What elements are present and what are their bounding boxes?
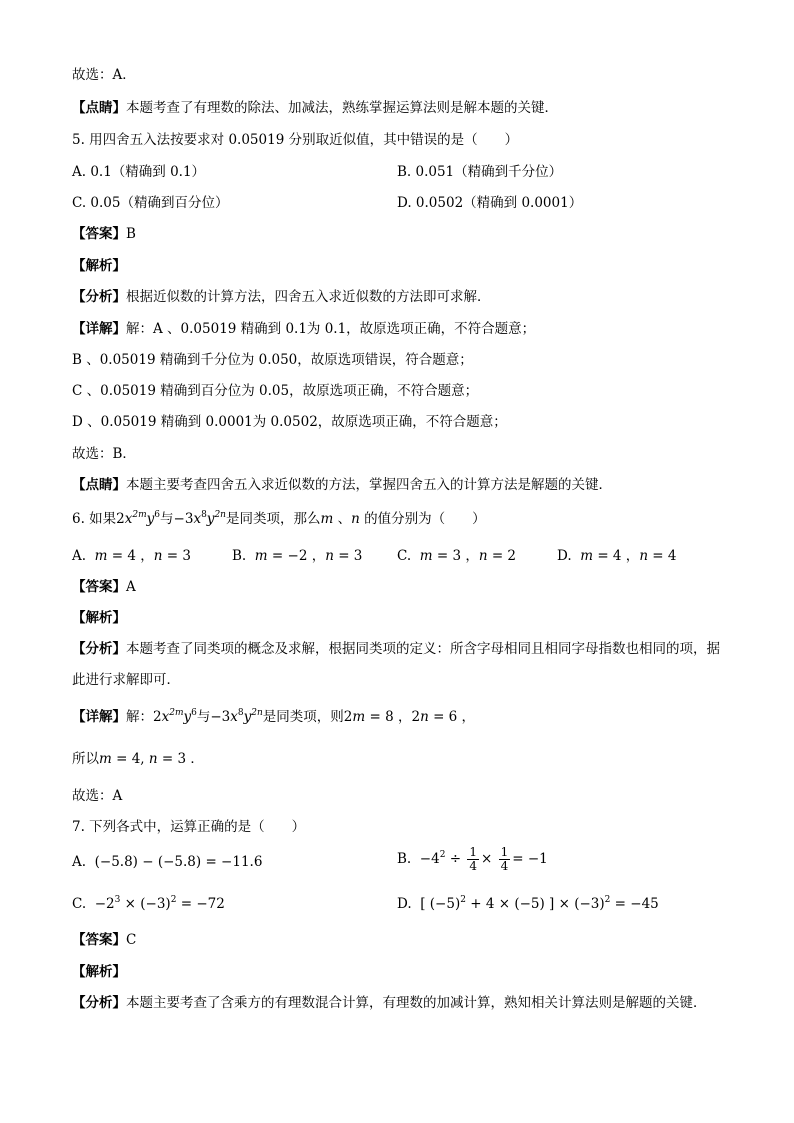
question-5: 5. 用四舍五入法按要求对 0.05019 分别取近似值，其中错误的是（ ） (72, 132, 519, 148)
q6-term-1: $2x^{2m}y^6$ (116, 510, 161, 527)
question-6: 6. 如果$2x^{2m}y^6$与$-3x^8y^{2n}$是同类项，那么m 、n 的值分别为（ ） (72, 510, 486, 527)
q6-option-c: C. m = 3 ，n = 2 (397, 548, 517, 564)
q6-detail: 【详解】解：$2x^{2m}y^6$与$-3x^8y^{2n}$是同类项，则2m = 8 ，2n = 6 ， (72, 708, 476, 725)
q7-answer: 【答案】C (72, 932, 137, 948)
q6-option-b: B. m = −2 ，n = 3 (232, 548, 363, 564)
q5-option-b: B. 0.051（精确到千分位） (397, 164, 563, 180)
q5-detail-1: 【详解】解：A 、0.05019 精确到 0.1为 0.1，故原选项正确，不符合题意； (72, 321, 536, 337)
q5-option-c: C. 0.05（精确到百分位） (72, 195, 229, 211)
question-7: 7. 下列各式中，运算正确的是（ ） (72, 819, 306, 835)
q6-term-2: $-3x^8y^{2n}$ (173, 510, 226, 527)
q5-answer: 【答案】B (72, 226, 136, 242)
q7-option-c: C. $-2^3 \times (-3)^2 = -72$ (72, 895, 225, 912)
q7-option-b: B. $-4^2$ ÷ $\frac{1}{4}$ × $\frac{1}{4}$ = −1 (397, 845, 548, 873)
remark-line: 【点睛】本题考查了有理数的除法、加减法，熟练掌握运算法则是解本题的关键． (72, 100, 558, 116)
q5-option-d: D. 0.0502（精确到 0.0001） (397, 195, 583, 211)
q6-conclusion: 所以m = 4, n = 3 ． (72, 751, 204, 767)
q5-detail-2: B 、0.05019 精确到千分位为 0.050，故原选项错误，符合题意； (72, 352, 473, 368)
q5-option-a: A. 0.1（精确到 0.1） (72, 164, 206, 180)
q5-fenxi: 【分析】根据近似数的计算方法，四舍五入求近似数的方法即可求解． (72, 289, 491, 305)
q5-remark: 【点睛】本题主要考查四舍五入求近似数的方法，掌握四舍五入的计算方法是解题的关键． (72, 477, 612, 493)
q7-option-a: A. (−5.8) − (−5.8) = −11.6 (72, 854, 263, 870)
q5-detail-4: D 、0.05019 精确到 0.0001为 0.0502，故原选项正确，不符合题意； (72, 414, 507, 430)
q6-answer: 【答案】A (72, 579, 136, 595)
selection-line: 故选：A． (72, 67, 136, 83)
q5-analysis-heading: 【解析】 (72, 258, 126, 274)
q6-selection: 故选：A (72, 788, 123, 804)
q6-option-a: A. m = 4 ，n = 3 (72, 548, 191, 564)
q5-selection: 故选：B． (72, 446, 136, 462)
q5-detail-3: C 、0.05019 精确到百分位为 0.05，故原选项正确，不符合题意； (72, 383, 479, 399)
q7-option-d: D. [ $(-5)^2 + 4 \times (-5)$ ] × $(-3)^2 = -45$ (397, 895, 659, 912)
q6-option-d: D. m = 4 ，n = 4 (557, 548, 677, 564)
q7-analysis-heading: 【解析】 (72, 964, 126, 980)
q6-analysis-heading: 【解析】 (72, 610, 126, 626)
q6-fenxi: 【分析】本题考查了同类项的概念及求解，根据同类项的定义：所含字母相同且相同字母指数也相同的项，据此进行求解即可． (72, 641, 720, 688)
q7-fenxi: 【分析】本题主要考查了含乘方的有理数混合计算，有理数的加减计算，熟知相关计算法则是解题的关键． (72, 995, 707, 1011)
